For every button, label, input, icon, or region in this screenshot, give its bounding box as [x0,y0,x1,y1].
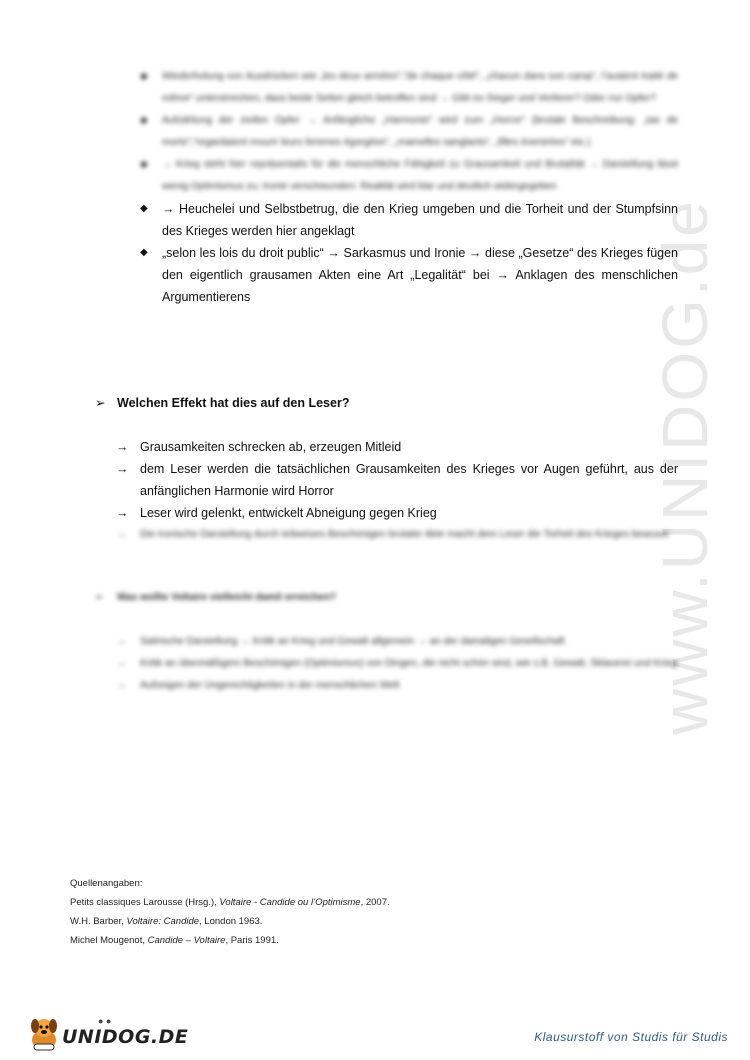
question-heading-goal [95,592,336,603]
paw-print-icon: ● ● [98,1016,112,1026]
diamond-bullet-icon: ◆ [140,247,148,258]
source-title: Candide – Voltaire [147,935,226,946]
sources-section [70,874,390,950]
analysis-item-text: Aufzählung der zivilen Opfer → Anfängliche „Harmonie“ wird zum „Horror“ (brutale Beschreibung: „tas de morts“,“regardaient mourir leurs femmes égorgées“, „mamelles sanglants“, „filles éventrées“ etc.) [162,115,678,148]
source-author: Michel Mougenot, [70,935,148,946]
arrowhead-bullet-icon: ➢ [95,592,104,603]
footer-slogan: Klausurstoff von Studis für Studis [534,1030,728,1044]
question-heading-effect [95,395,349,410]
arrow-bullet-icon: → [116,440,129,454]
analysis-item [140,198,678,242]
arrow-list-effect [116,436,678,546]
logo-text: UNIDOG.DE [62,1026,189,1048]
diamond-bullet-icon: ◆ [140,159,148,170]
effect-item [116,502,678,524]
analysis-item [140,154,678,198]
source-entry [70,931,390,950]
effect-item-text: dem Leser werden die tatsächlichen Grausamkeiten des Krieges vor Augen geführt, aus der anfänglichen Harmonie wird Horror [140,462,678,498]
arrow-bullet-icon: → [116,680,126,691]
source-details: , London 1963. [199,916,263,927]
source-title: Voltaire - Candide ou l’Optimisme [219,897,361,908]
arrowhead-bullet-icon: ➢ [95,396,106,410]
source-details: , 2007. [360,897,390,908]
unidog-logo [24,1016,189,1052]
analysis-item [140,110,678,154]
diamond-bullet-icon: ◆ [140,115,148,126]
goal-item [116,653,678,675]
effect-item-text: Grausamkeiten schrecken ab, erzeugen Mitleid [140,440,402,454]
source-details: , Paris 1991. [225,935,279,946]
effect-item [116,458,678,502]
source-author: Petits classiques Larousse (Hrsg.), [70,897,220,908]
bullet-list-analysis [140,66,678,308]
dog-mascot-icon [24,1016,64,1052]
effect-item [116,524,678,546]
goal-item-text: Kritik an übermäßigem Beschönigen (Optimismus) von Dingen, die nicht schön sind, wie z.B. Gewalt, Sklaverei und Krieg [140,658,677,669]
analysis-item-text: „selon les lois du droit public“ → Sarkasmus und Ironie → diese „Gesetze“ des Krieges fügen den eigentlich grausamen Akten eine Art „Legalität“ bei → Anklagen des menschlichen Argumentierens [162,246,678,304]
arrow-list-goal [116,631,678,697]
arrow-bullet-icon: → [116,636,126,647]
diamond-bullet-icon: ◆ [140,203,148,214]
analysis-item-text: → Krieg steht hier repräsentativ für die menschliche Fähigkeit zu Grausamkeit und Brutalität → Darstellung lässt wenig Optimismus zu; Ironie verschwunden: Realität wird klar und deutlich widergegeben [162,159,678,192]
diamond-bullet-icon: ◆ [140,71,148,82]
arrow-bullet-icon: → [116,529,126,540]
source-title: Voltaire: Candide [126,916,200,927]
arrow-bullet-icon: → [116,658,126,669]
analysis-item [140,242,678,308]
watermark: www.UNIDOG.de [649,198,721,735]
goal-item [116,675,678,697]
arrow-bullet-icon: → [116,462,129,476]
source-entry [70,912,390,931]
analysis-item-text: Wiederholung von Ausdrücken wie „les deux armées“,“de chaque côté“, „chacun dans son camp“, l’avaient traité de même“ unterstreichen, dass beide Seiten gleich betroffen sind → Gibt es Sieger und Verlierer? Oder nur Opfer? [162,71,678,104]
arrow-bullet-icon: → [116,506,129,520]
goal-item [116,631,678,653]
effect-item-text: Die ironische Darstellung durch teilweises Beschönigen brutaler Akte macht dem Leser die Torheit des Krieges bewusst [140,529,669,540]
effect-item-text: Leser wird gelenkt, entwickelt Abneigung gegen Krieg [140,506,437,520]
goal-item-text: Satirische Darstellung → Kritik an Krieg und Gewalt allgemein → an der damaligen Gesellschaft [140,636,565,647]
question-text: Was wollte Voltaire vielleicht damit erreichen? [117,592,336,603]
analysis-item-text: → Heuchelei und Selbstbetrug, die den Krieg umgeben und die Torheit und der Stumpfsinn des Krieges werden hier angeklagt [162,202,678,238]
goal-item-text: Aufzeigen der Ungerechtigkeiten in der menschlichen Welt [140,680,400,691]
source-author: W.H. Barber, [70,916,127,927]
question-text: Welchen Effekt hat dies auf den Leser? [117,396,350,410]
sources-heading: Quellenangaben: [70,878,143,889]
effect-item [116,436,678,458]
source-entry [70,893,390,912]
analysis-item [140,66,678,110]
